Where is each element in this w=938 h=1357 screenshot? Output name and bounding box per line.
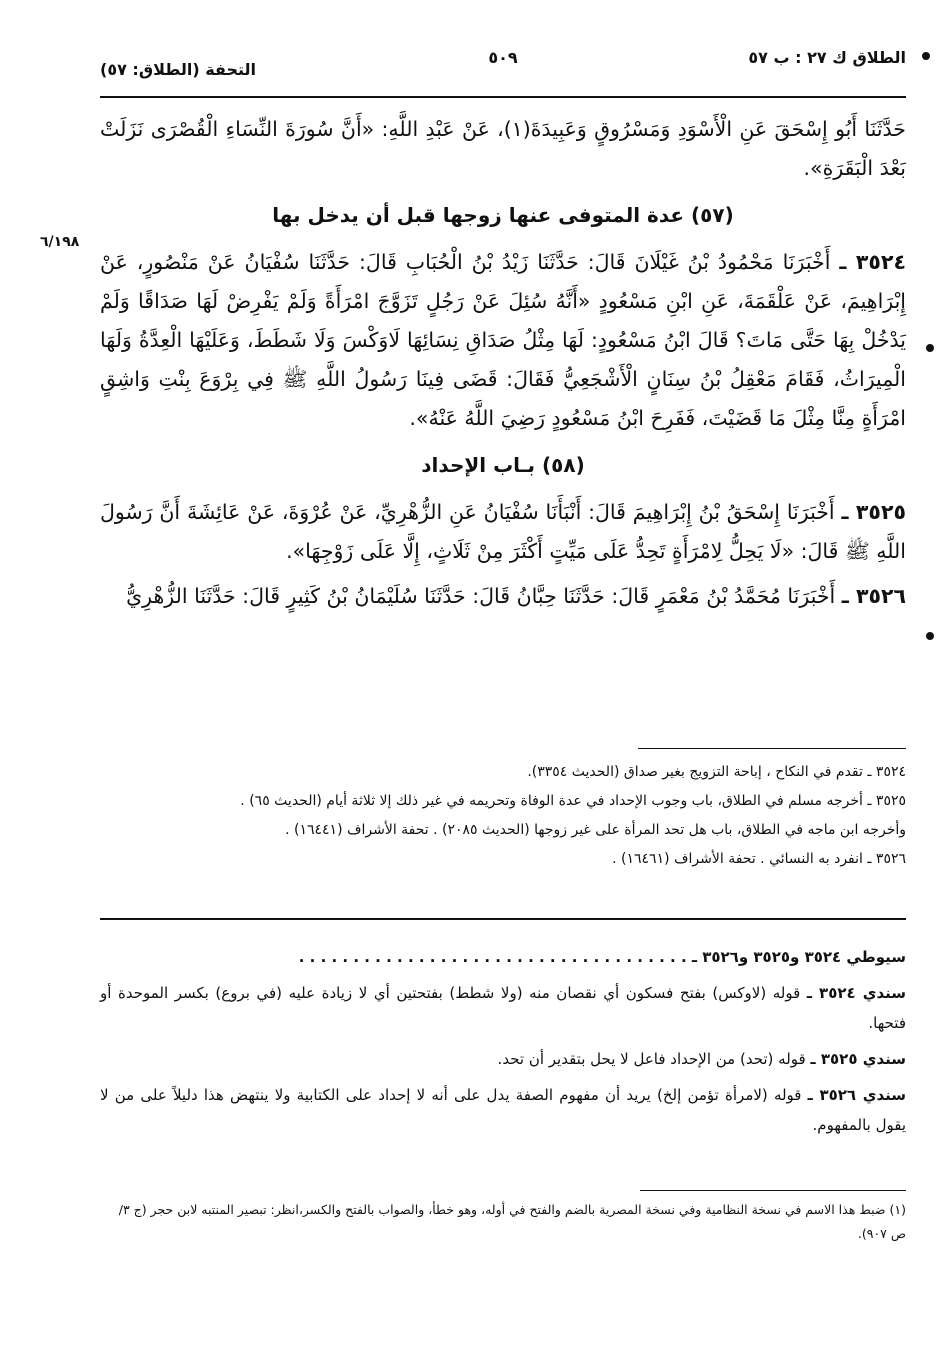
hadith-3526: [100, 577, 906, 616]
commentary: [100, 942, 906, 1146]
hadith-3525: [100, 493, 906, 571]
sindi-3524: [100, 978, 906, 1038]
opening-paragraph: حَدَّثَنَا أَبُو إِسْحَقَ عَنِ الْأَسْوَدِ وَمَسْرُوقٍ وَعَبِيدَةَ(١)، عَنْ عَبْدِ اللَّهِ: «أَنَّ سُورَةَ النِّسَاءِ الْقُصْرَى نَزَلَتْ بَعْدَ الْبَقَرَةِ».: [100, 117, 906, 180]
page-header: [100, 40, 906, 80]
note-line: ٣٥٢٦ ـ انفرد به النسائي . تحفة الأشراف (١٦٤٦١) .: [612, 851, 906, 867]
header-chapter-ref: الطلاق ك ٢٧ : ب ٥٧: [748, 48, 906, 67]
commentary-label: سندي ٣٥٢٦ ـ: [807, 1086, 906, 1104]
commentary-label: سندي ٣٥٢٥ ـ: [810, 1050, 906, 1068]
chapter-heading-58: (٥٨) بـاب الإحداد: [421, 453, 585, 477]
footnote: [100, 1198, 906, 1246]
note-line: ٣٥٢٤ ـ تقدم في النكاح ، إباحة التزويج بغير صداق (الحديث ٣٣٥٤).: [527, 764, 906, 780]
commentary-text: قوله (تحد) من الإحداد فاعل لا يحل بتقدير أن تحد.: [497, 1050, 806, 1068]
note-line: ٣٥٢٥ ـ أخرجه مسلم في الطلاق، باب وجوب الإحداد في عدة الوفاة وتحريمه في غير ذلك إلا ثلاثة أيام (الحديث ٦٥) .: [240, 793, 906, 809]
page-number: ٥٠٩: [488, 48, 518, 67]
commentary-text: قوله (لاوكس) بفتح فسكون أي نقصان منه (ولا شطط) بفتحتين أي لا زيادة عليه (في بروع) بكسر الموحدة أو فتحها.: [100, 984, 906, 1032]
chapter-heading-57: (٥٧) عدة المتوفى عنها زوجها قبل أن يدخل بها: [272, 203, 734, 227]
footnote-divider: [640, 1190, 906, 1191]
margin-reference: ٦/١٩٨: [40, 234, 80, 250]
margin-bullet-icon: [922, 52, 930, 60]
margin-bullet-icon: [926, 344, 934, 352]
margin-bullet-icon: [926, 632, 934, 640]
note-line: وأخرجه ابن ماجه في الطلاق، باب هل تحد المرأة على غير زوجها (الحديث ٢٠٨٥) . تحفة الأشراف (١٦٤٤١) .: [285, 822, 906, 838]
hadith-number: ٣٥٢٦ ـ: [841, 584, 906, 608]
notes-divider: [638, 748, 906, 749]
header-tuhfa-ref: التحفة (الطلاق: ٥٧): [100, 60, 256, 79]
sindi-3526: [100, 1080, 906, 1140]
footnote-text: (١) ضبط هذا الاسم في نسخة النظامية وفي نسخة المصرية بالضم والفتح في أوله، وهو خطأ، والصواب بالفتح والكسر،انظر: تبصير المنتبه لابن حجر (ج ٣/ ص ٩٠٧).: [118, 1202, 906, 1241]
hadith-number: ٣٥٢٥ ـ: [841, 500, 906, 524]
header-divider: [100, 96, 906, 98]
sindi-3525: [100, 1044, 906, 1074]
main-text: [100, 110, 906, 622]
hadith-number: ٣٥٢٤ ـ: [839, 250, 906, 274]
hadith-text: أَخْبَرَنَا مُحَمَّدُ بْنُ مَعْمَرٍ قَالَ: حَدَّثَنَا حِبَّانُ قَالَ: حَدَّثَنَا سُلَيْمَانُ بْنُ كَثِيرٍ قَالَ: حَدَّثَنَا الزُّهْرِيُّ: [126, 584, 836, 608]
takhrij-notes: [100, 758, 906, 874]
hadith-3524: [100, 243, 906, 438]
suyuti-line: سيوطي ٣٥٢٤ و٣٥٢٥ و٣٥٢٦ ـ . . . . . . . . . . . . . . . . . . . . . . . . . . . . . . . . . . . .: [298, 948, 906, 966]
hadith-text: أَخْبَرَنَا مَحْمُودُ بْنُ غَيْلَانَ قَالَ: حَدَّثَنَا زَيْدُ بْنُ الْحُبَابِ قَالَ: حَدَّثَنَا سُفْيَانُ عَنْ مَنْصُورٍ، عَنْ إِبْرَاهِيمَ، عَنْ عَلْقَمَةَ، عَنِ ابْنِ مَسْعُودٍ «أَنَّهُ سُئِلَ عَنْ رَجُلٍ تَزَوَّجَ امْرَأَةً وَلَمْ يَفْرِضْ لَهَا صَدَاقًا وَلَمْ يَدْخُلْ بِهَا حَتَّى مَاتَ؟ قَالَ ابْنُ مَسْعُودٍ: لَهَا مِثْلُ صَدَاقِ نِسَائِهَا لَاوَكْسَ وَلَا شَطَطَ، وَعَلَيْهَا الْعِدَّةُ وَلَهَا الْمِيرَاثُ، فَقَامَ مَعْقِلُ بْنُ سِنَانٍ الْأَشْجَعِيُّ فَقَالَ: قَضَى فِينَا رَسُولُ اللَّهِ ﷺ فِي بِرْوَعَ بِنْتِ وَاشِقٍ امْرَأَةٍ مِنَّا مِثْلَ مَا قَضَيْتَ، فَفَرِحَ ابْنُ مَسْعُودٍ رَضِيَ اللَّهُ عَنْهُ».: [100, 250, 906, 430]
commentary-divider: [100, 918, 906, 920]
commentary-label: سندي ٣٥٢٤ ـ: [806, 984, 906, 1002]
hadith-text: أَخْبَرَنَا إِسْحَقُ بْنُ إِبْرَاهِيمَ قَالَ: أَنْبَأَنَا سُفْيَانُ عَنِ الزُّهْرِيِّ، عَنْ عُرْوَةَ، عَنْ عَائِشَةَ أَنَّ رَسُولَ اللَّهِ ﷺ قَالَ: «لَا يَحِلُّ لِامْرَأَةٍ تَحِدُّ عَلَى مَيِّتٍ أَكْثَرَ مِنْ ثَلَاثٍ، إِلَّا عَلَى زَوْجِهَا».: [100, 500, 906, 563]
commentary-text: قوله (لامرأة تؤمن إلخ) يريد أن مفهوم الصفة يدل على أنه لا إحداد على الكتابية ولا ينتهض هذا دليلاً على من لا يقول بالمفهوم.: [100, 1086, 906, 1134]
